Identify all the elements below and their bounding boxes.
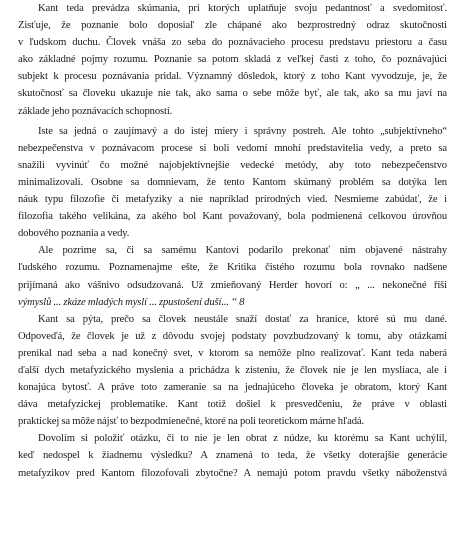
text-line: dáva metafyzickej problematike. Kant totiž došiel k presvedčeniu, že práve v oblasti — [18, 399, 447, 411]
text-line: ľudského rozumu. Poznamenajme ešte, že Kritika čistého rozumu bola rovnako nadšene — [18, 262, 447, 274]
paragraph-2 — [18, 123, 447, 243]
quote-italic: výmyslů ... zkáze mladých myslí ... zpustošení duší... “ 8 — [18, 296, 245, 308]
text-line: praktickej sa môže nájsť to bezpodmienečné, ktoré na poli teoretickom márne hľadá. — [18, 416, 365, 428]
text-line: Ale pozrime sa, či sa samému Kantovi podarilo prekonať nim objavené nástrahy — [38, 245, 447, 257]
text-line: Kant teda prevádza skúmania, pri ktorých uplatňuje svoju pedantnosť a svedomitosť. — [38, 3, 447, 14]
text-line: Iste sa jedná o zaujímavý a do istej miery i správny postreh. Ale tohto „subjektívneho“ — [38, 125, 447, 137]
quote-line — [18, 294, 447, 311]
text-line: v ľudskom duchu. Človek vnáša zo seba do poznávacieho procesu predstavu priestoru a času — [18, 37, 447, 49]
text-line: prijímaná ako vášnivo odsudzovaná. Už zmieňovaný Herder hovorí o: „ ... nekonečné říši — [18, 279, 447, 291]
text-line: ďalší dych metafyzického myslenia a prichádza k zisteniu, že človek nie je len mysliaca, ale i — [18, 364, 447, 376]
paragraph-4 — [18, 311, 447, 431]
text-line: subjekt k procesu poznávania pridal. Významný dôsledok, ktorý z toho Kant vyvodzuje, je, že — [18, 71, 447, 83]
paragraph-1 — [18, 0, 447, 120]
text-line: filozofia takého velikána, za akého bol Kant považovaný, bola podmienená celkovou úrovňou — [18, 211, 447, 223]
text-line: skutočnosť sa človeku ukazuje nie tak, ako sama o sebe môže byť, ale tak, ako sa mu javí na — [18, 88, 447, 100]
text-line: Dovolím si položiť otázku, či to nie je len obrat z núdze, ku ktorému sa Kant uchýlil, — [38, 433, 447, 445]
text-line: metafyzikov pred Kantom filozofovali zbytočne? A nemajú potom pravdu všetky náboženstvá — [18, 467, 447, 479]
text-line: nebezpečenstva v poznávacom procese si boli vedomí mnohí predstavitelia vedy, a preto sa — [18, 142, 447, 154]
text-line: ako základné pojmy rozumu. Poznanie sa potom skladá z veľkej časti z toho, čo poznávajúci — [18, 54, 447, 66]
text-line: Odpoveďá, že človek je už z dôvodu svojej podstaty povzbudzovaný k tomu, aby otázkami — [18, 330, 447, 342]
text-line: náuk typu filozofie či metafyziky a nie napríklad prírodných vied. Nesmieme zabúdať, že i — [18, 194, 447, 206]
text-line: keď nedospel k žiadnemu výsledku? A znamená to teda, že všetky doterajšie generácie — [18, 450, 447, 462]
text-line: dobového poznania a vedy. — [18, 228, 130, 240]
text-line: konajúca bytosť. A práve toto zameranie sa na jednajúceho človeka je obratom, ktorý Kant — [18, 382, 447, 394]
text-line: minimalizovali. Osobne sa domnievam, že tento Kantom skúmaný problém sa dotýka len — [18, 176, 447, 188]
text-line: základe jeho poznávacích schopností. — [18, 105, 173, 117]
text-line: Zisťuje, že poznanie bolo doposiaľ zle chápané ako bezprostredný odraz skutočnosti — [18, 20, 447, 32]
paragraph-5 — [18, 430, 447, 481]
text-line: Kant sa pýta, prečo sa človek neustále snaží dostať za hranice, ktoré sú mu dané. — [38, 313, 447, 325]
text-line: prenikal nad seba a nad konečný svet, v ktorom sa nemôže plno realizovať. Kant teda naberá — [18, 347, 447, 359]
paragraph-3 — [18, 242, 447, 310]
text-line: snažili vyvinúť čo možné najobjektívnejšie vedecké metódy, aby toto nebezpečenstvo — [18, 159, 447, 171]
